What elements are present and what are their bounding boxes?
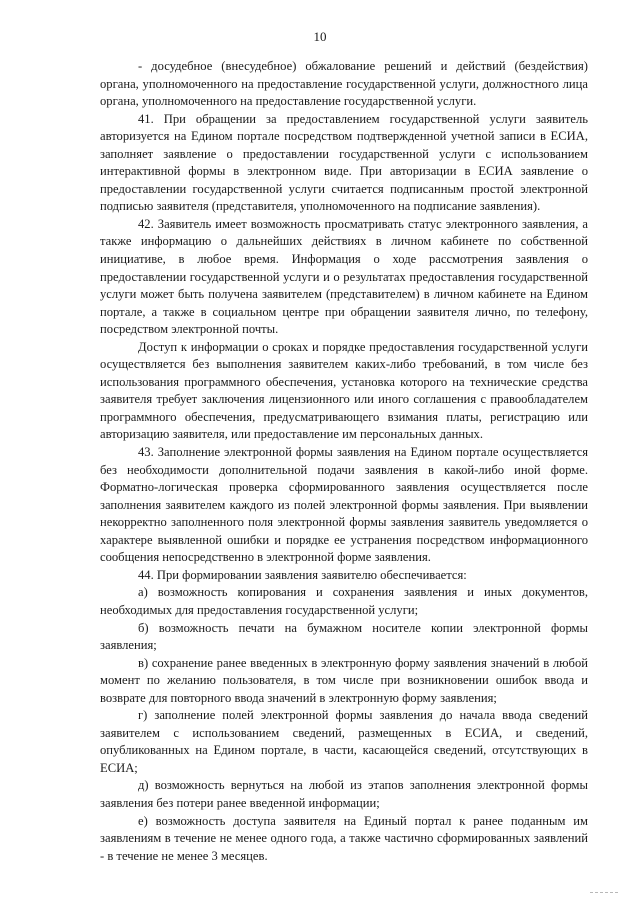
paragraph-access-info: Доступ к информации о сроках и порядке предоставления государственной услуги осуществляется без выполнения заявителем каких-либо требований, в том числе без использования программного обеспечения, установка которого на технические средства заявителя требует заключения лицензионного или иного соглашения с правообладателем программного обеспечения, предусматривающего взимания платы, регистрацию или авторизацию заявителя, или предоставление им персональных данных. — [100, 339, 588, 442]
list-item-b: б) возможность печати на бумажном носителе копии электронной формы заявления; — [100, 620, 588, 653]
list-item-g: г) заполнение полей электронной формы заявления до начала ввода сведений заявителем с использованием сведений, размещенных в ЕСИА, и сведений, опубликованных на Едином портале, в части, касающейся сведений, отсутствующих в ЕСИА; — [100, 708, 588, 775]
scan-edge-mark — [590, 892, 618, 893]
paragraph-44: 44. При формировании заявления заявителю обеспечивается: — [138, 567, 467, 582]
list-item-d: д) возможность вернуться на любой из этапов заполнения электронной формы заявления без потери ранее введенной информации; — [100, 778, 588, 810]
list-item-e: е) возможность доступа заявителя на Единый портал к ранее поданным им заявлениям в течение не менее одного года, а также частично сформированных заявлений - в течение не менее 3 месяцев. — [100, 813, 588, 863]
paragraph-42: 42. Заявитель имеет возможность просматривать статус электронного заявления, а также информацию о дальнейших действиях в личном кабинете по собственной инициативе, в любое время. Информация о ходе рассмотрения заявления о предоставлении государственной услуги и о результатах предоставления государственной услуги может быть получена заявителем (представителем) в личном кабинете на Едином портале, а также в социальном центре при обращении заявителя лично, по телефону, посредством электронной почты. — [100, 216, 588, 337]
paragraph-41: 41. При обращении за предоставлением государственной услуги заявитель авторизуется на Едином портале посредством подтвержденной учетной записи в ЕСИА, заполняет заявление о предоставлении государственной услуги с использованием интерактивной формы в электронном виде. При авторизации в ЕСИА заявление о предоставлении государственной услуги считается подписанным простой электронной подписью заявителя (представителя, уполномоченного на подписание заявления). — [100, 111, 588, 214]
page-number: 10 — [313, 29, 327, 44]
list-item-a: а) возможность копирования и сохранения заявления и иных документов, необходимых для предоставления государственной услуги; — [100, 585, 588, 617]
document-body — [100, 58, 588, 865]
paragraph-43: 43. Заполнение электронной формы заявления на Едином портале осуществляется без необходимости дополнительной подачи заявления в какой-либо иной форме. Форматно-логическая проверка сформированного заявления осуществляется после заполнения заявителем каждого из полей электронной формы заявления. При выявлении некорректно заполненного поля электронной формы заявления заявитель уведомляется о характере выявленной ошибки и порядке ее устранения посредством информационного сообщения непосредственно в электронной форме заявления. — [100, 445, 588, 565]
paragraph-appeal-item: - досудебное (внесудебное) обжалование решений и действий (бездействия) органа, уполномоченного на предоставление государственной услуги, должностного лица органа, уполномоченного на предоставление государственной услуги. — [100, 59, 588, 109]
list-item-v: в) сохранение ранее введенных в электронную форму заявления значений в любой момент по желанию пользователя, в том числе при возникновении ошибок ввода и возврате для повторного ввода значений в электронную форму заявления; — [100, 655, 588, 705]
